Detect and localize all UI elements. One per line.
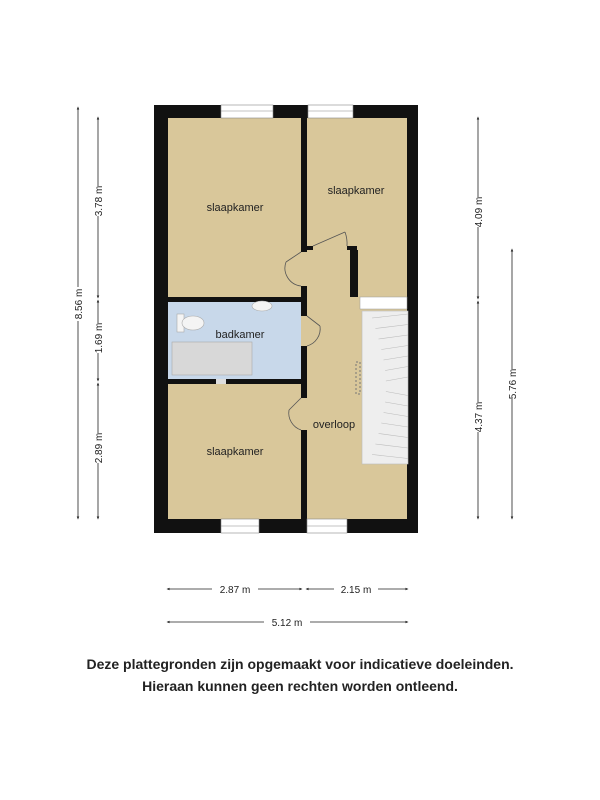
dim-right-bottom: 4.37 m xyxy=(474,401,485,433)
dim-left-total: 8.56 m xyxy=(74,288,85,320)
dim-right-outer: 5.76 m xyxy=(508,368,519,400)
label-bedroom-bottom-left: slaapkamer xyxy=(206,446,264,458)
door-gap-top xyxy=(301,252,307,286)
label-landing: overloop xyxy=(312,419,356,431)
disclaimer-line-2: Hieraan kunnen geen rechten worden ontleend. xyxy=(142,678,458,694)
bathtub xyxy=(172,342,252,375)
dim-left-middle: 1.69 m xyxy=(94,322,105,354)
door-gap-topright xyxy=(313,246,347,250)
door-gap-bottom xyxy=(301,398,307,430)
label-bedroom-top-right: slaapkamer xyxy=(327,185,385,197)
room-bedroom-top-right xyxy=(307,118,407,250)
door-gap-bath xyxy=(301,316,307,346)
toilet-bowl xyxy=(182,316,204,330)
interior-wall-bump xyxy=(350,250,358,297)
dim-bottom-right: 2.15 m xyxy=(340,585,372,596)
bath-door-marker xyxy=(216,379,226,384)
white-shelf xyxy=(360,297,407,309)
sink xyxy=(252,301,272,311)
dim-bottom-total: 5.12 m xyxy=(271,618,303,629)
disclaimer-line-1: Deze plattegronden zijn opgemaakt voor indicatieve doeleinden. xyxy=(86,656,514,672)
partition-bath-top xyxy=(154,297,307,302)
label-bedroom-top-left: slaapkamer xyxy=(206,202,264,214)
dim-left-top: 3.78 m xyxy=(94,185,105,217)
dim-left-bottom: 2.89 m xyxy=(94,432,105,464)
dim-bottom-left: 2.87 m xyxy=(219,585,251,596)
partition-bath-bottom xyxy=(154,379,307,384)
dim-right-top: 4.09 m xyxy=(474,196,485,228)
staircase xyxy=(356,311,408,464)
landing-upper-right xyxy=(356,250,407,297)
label-bathroom: badkamer xyxy=(215,329,265,341)
